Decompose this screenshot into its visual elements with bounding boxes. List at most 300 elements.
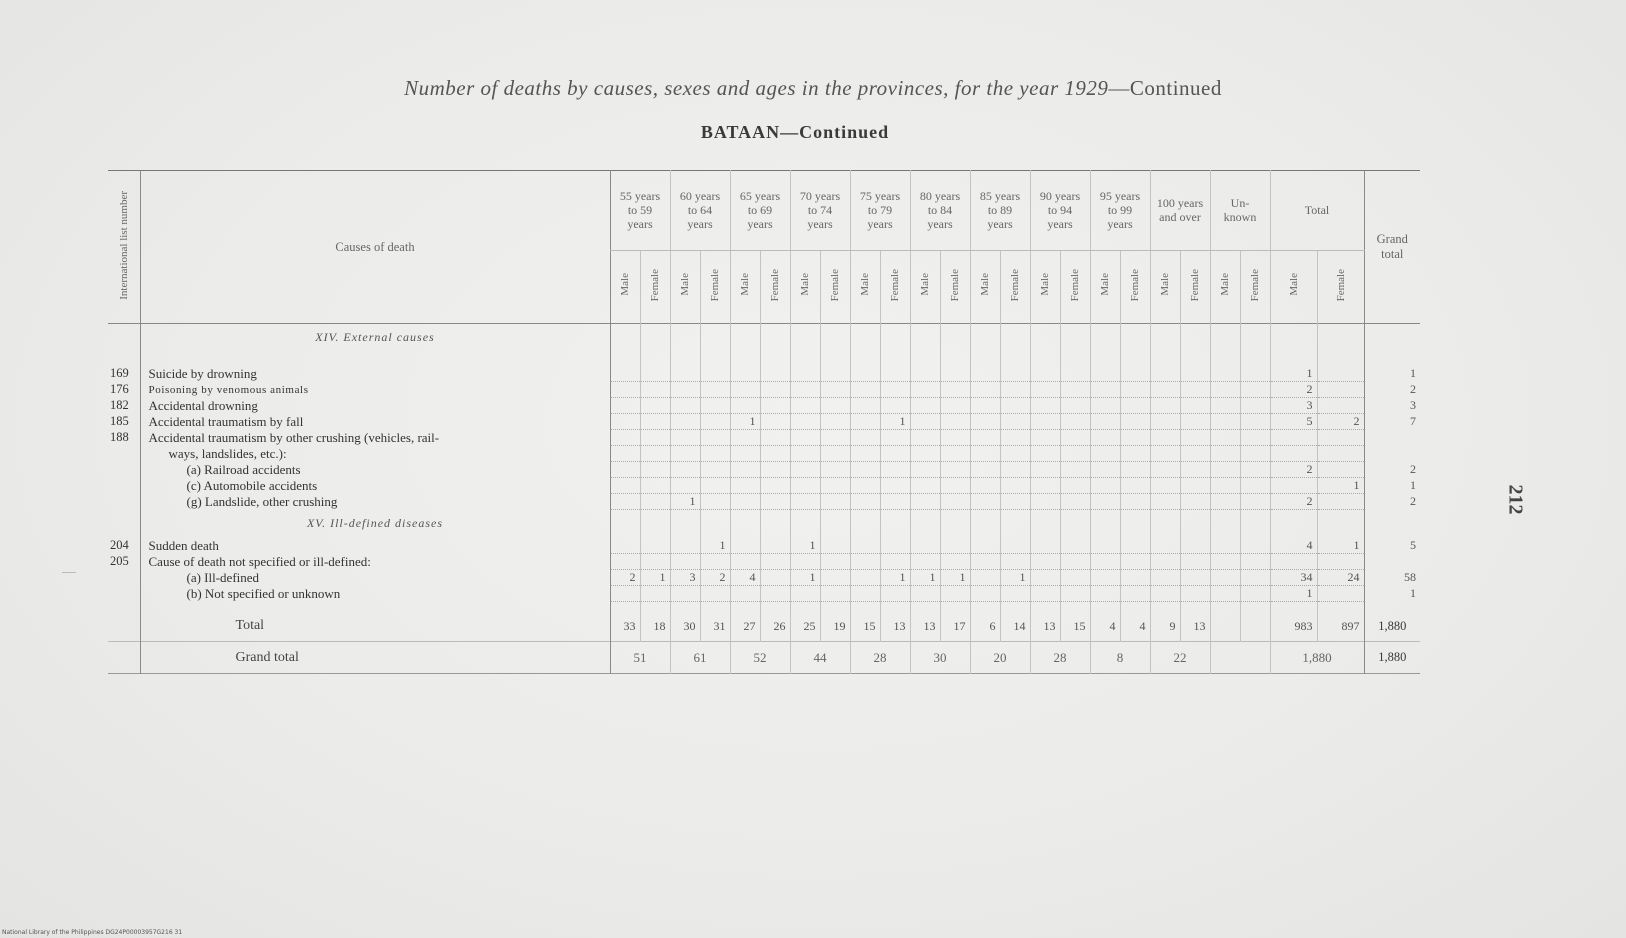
count-cell bbox=[850, 414, 880, 430]
count-cell bbox=[700, 478, 730, 494]
count-cell bbox=[760, 494, 790, 510]
table-row bbox=[108, 382, 1420, 398]
count-cell bbox=[1030, 414, 1060, 430]
count-cell bbox=[850, 494, 880, 510]
count-cell bbox=[610, 366, 640, 382]
count-cell bbox=[1240, 538, 1270, 554]
count-cell bbox=[880, 478, 910, 494]
count-cell bbox=[1210, 398, 1240, 414]
count-cell bbox=[1120, 586, 1150, 602]
count-cell bbox=[1030, 570, 1060, 586]
count-cell bbox=[1240, 366, 1270, 382]
count-cell bbox=[700, 494, 730, 510]
grand-total-cell: 22 bbox=[1150, 642, 1210, 674]
count-cell bbox=[640, 586, 670, 602]
count-cell bbox=[1180, 462, 1210, 478]
count-cell: 1 bbox=[1317, 478, 1364, 494]
count-cell bbox=[940, 478, 970, 494]
count-cell bbox=[760, 570, 790, 586]
count-cell bbox=[670, 430, 700, 446]
count-cell bbox=[760, 554, 790, 570]
archive-footer: National Library of the Philippines DG24P00003957G216 31 bbox=[2, 929, 183, 936]
count-cell bbox=[1180, 414, 1210, 430]
count-cell bbox=[1000, 382, 1030, 398]
count-cell bbox=[1090, 586, 1120, 602]
count-cell bbox=[1120, 446, 1150, 462]
count-cell bbox=[910, 382, 940, 398]
count-cell bbox=[730, 398, 760, 414]
count-cell bbox=[1030, 478, 1060, 494]
count-cell bbox=[730, 366, 760, 382]
count-cell bbox=[940, 586, 970, 602]
grand-total-header: Grand total bbox=[1364, 171, 1420, 324]
total-cell: 19 bbox=[820, 612, 850, 642]
count-cell bbox=[1240, 570, 1270, 586]
count-cell bbox=[1120, 414, 1150, 430]
intl-code: 169 bbox=[110, 366, 129, 380]
cause-header: Causes of death bbox=[140, 171, 610, 324]
count-cell bbox=[850, 366, 880, 382]
count-cell bbox=[940, 398, 970, 414]
count-cell bbox=[700, 462, 730, 478]
count-cell bbox=[760, 462, 790, 478]
grand-total-cell: 1 bbox=[1364, 366, 1420, 382]
count-cell bbox=[1120, 554, 1150, 570]
female-subheader: Female bbox=[700, 250, 730, 323]
count-cell bbox=[790, 430, 820, 446]
grand-total-cell bbox=[1364, 446, 1420, 462]
count-cell bbox=[670, 414, 700, 430]
count-cell bbox=[1000, 414, 1030, 430]
count-cell bbox=[1120, 538, 1150, 554]
count-cell bbox=[760, 430, 790, 446]
cause-label: Accidental drowning bbox=[140, 398, 610, 414]
age-header: 65 years to 69 years bbox=[730, 171, 790, 251]
male-subheader: Male bbox=[670, 250, 700, 323]
count-cell bbox=[1180, 366, 1210, 382]
grand-total-cell: 20 bbox=[970, 642, 1030, 674]
count-cell bbox=[670, 478, 700, 494]
cause-label: (g) Landslide, other crushing bbox=[140, 494, 610, 510]
count-cell bbox=[910, 478, 940, 494]
count-cell bbox=[970, 570, 1000, 586]
total-cell: 13 bbox=[910, 612, 940, 642]
count-cell bbox=[1090, 366, 1120, 382]
count-cell bbox=[1317, 586, 1364, 602]
count-cell bbox=[970, 382, 1000, 398]
count-cell bbox=[850, 398, 880, 414]
count-cell bbox=[970, 462, 1000, 478]
grand-total-cell: 3 bbox=[1364, 398, 1420, 414]
count-cell bbox=[670, 554, 700, 570]
grand-total-cell: 2 bbox=[1364, 382, 1420, 398]
table-row bbox=[108, 570, 1420, 586]
count-cell bbox=[730, 554, 760, 570]
count-cell bbox=[1270, 478, 1317, 494]
count-cell bbox=[1210, 538, 1240, 554]
count-cell bbox=[790, 446, 820, 462]
count-cell bbox=[1090, 398, 1120, 414]
male-subheader: Male bbox=[850, 250, 880, 323]
count-cell bbox=[610, 462, 640, 478]
count-cell bbox=[850, 570, 880, 586]
count-cell bbox=[1090, 382, 1120, 398]
count-cell bbox=[1240, 430, 1270, 446]
count-cell bbox=[1030, 446, 1060, 462]
count-cell bbox=[610, 446, 640, 462]
count-cell: 1 bbox=[880, 414, 910, 430]
age-header: 70 years to 74 years bbox=[790, 171, 850, 251]
grand-total-cell: 1 bbox=[1364, 586, 1420, 602]
cause-label: Poisoning by venomous animals bbox=[140, 382, 610, 398]
count-cell: 2 bbox=[1270, 494, 1317, 510]
count-cell bbox=[670, 398, 700, 414]
count-cell bbox=[820, 446, 850, 462]
total-cell bbox=[1210, 612, 1240, 642]
count-cell bbox=[1210, 414, 1240, 430]
count-cell bbox=[910, 538, 940, 554]
grand-total-cell bbox=[1364, 554, 1420, 570]
count-cell: 2 bbox=[1270, 382, 1317, 398]
intl-code bbox=[108, 494, 140, 510]
count-cell bbox=[610, 398, 640, 414]
count-cell bbox=[820, 586, 850, 602]
count-cell bbox=[1210, 462, 1240, 478]
count-cell bbox=[1210, 586, 1240, 602]
count-cell bbox=[1030, 398, 1060, 414]
count-cell bbox=[610, 414, 640, 430]
count-cell bbox=[1180, 494, 1210, 510]
count-cell bbox=[1317, 366, 1364, 382]
count-cell: 2 bbox=[610, 570, 640, 586]
intl-code bbox=[108, 462, 140, 478]
count-cell bbox=[940, 554, 970, 570]
count-cell bbox=[1180, 478, 1210, 494]
count-cell bbox=[1210, 446, 1240, 462]
title-suffix: —Continued bbox=[1108, 76, 1222, 100]
count-cell bbox=[850, 538, 880, 554]
count-cell: 1 bbox=[1270, 586, 1317, 602]
count-cell bbox=[970, 538, 1000, 554]
count-cell bbox=[1090, 414, 1120, 430]
age-header: 90 years to 94 years bbox=[1030, 171, 1090, 251]
cause-label: Accidental traumatism by fall bbox=[140, 414, 610, 430]
count-cell bbox=[1317, 494, 1364, 510]
count-cell bbox=[730, 586, 760, 602]
total-cell: 4 bbox=[1120, 612, 1150, 642]
count-cell bbox=[880, 430, 910, 446]
grand-total-cell: 51 bbox=[610, 642, 670, 674]
count-cell bbox=[1000, 430, 1030, 446]
count-cell bbox=[1030, 494, 1060, 510]
count-cell bbox=[1240, 398, 1270, 414]
section-ill-defined-label: XV. Ill-defined diseases bbox=[140, 510, 610, 538]
grand-total-cell: 30 bbox=[910, 642, 970, 674]
count-cell bbox=[1180, 382, 1210, 398]
count-cell bbox=[610, 538, 640, 554]
count-cell bbox=[790, 398, 820, 414]
section-ill-defined bbox=[108, 510, 1420, 538]
count-cell: 4 bbox=[730, 570, 760, 586]
count-cell: 2 bbox=[700, 570, 730, 586]
grand-total-cell: 28 bbox=[850, 642, 910, 674]
count-cell bbox=[1120, 494, 1150, 510]
male-subheader: Male bbox=[1210, 250, 1240, 323]
count-cell bbox=[970, 366, 1000, 382]
count-cell bbox=[1120, 462, 1150, 478]
count-cell bbox=[760, 382, 790, 398]
count-cell bbox=[820, 570, 850, 586]
count-cell bbox=[1150, 554, 1180, 570]
count-cell bbox=[820, 366, 850, 382]
count-cell bbox=[1150, 398, 1180, 414]
count-cell: 1 bbox=[790, 538, 820, 554]
count-cell bbox=[1240, 446, 1270, 462]
total-cell: 983 bbox=[1270, 612, 1317, 642]
total-cell: 13 bbox=[1180, 612, 1210, 642]
table-row bbox=[108, 554, 1420, 570]
table-row bbox=[108, 586, 1420, 602]
count-cell bbox=[1150, 494, 1180, 510]
age-header: 95 years to 99 years bbox=[1090, 171, 1150, 251]
total-cell: 27 bbox=[730, 612, 760, 642]
count-cell bbox=[730, 462, 760, 478]
cause-label: (a) Ill-defined bbox=[140, 570, 610, 586]
count-cell bbox=[640, 494, 670, 510]
count-cell bbox=[640, 398, 670, 414]
count-cell bbox=[910, 430, 940, 446]
count-cell bbox=[1180, 398, 1210, 414]
count-cell bbox=[970, 586, 1000, 602]
unknown-header: Un-known bbox=[1210, 171, 1270, 251]
grand-total-cell: 61 bbox=[670, 642, 730, 674]
count-cell bbox=[1150, 414, 1180, 430]
female-subheader: Female bbox=[1120, 250, 1150, 323]
grand-total-cell bbox=[1364, 430, 1420, 446]
count-cell bbox=[610, 554, 640, 570]
count-cell bbox=[1317, 382, 1364, 398]
count-cell bbox=[880, 366, 910, 382]
count-cell bbox=[940, 462, 970, 478]
male-subheader: Male bbox=[910, 250, 940, 323]
count-cell bbox=[640, 478, 670, 494]
count-cell bbox=[1317, 462, 1364, 478]
count-cell bbox=[1150, 538, 1180, 554]
count-cell bbox=[1090, 494, 1120, 510]
intl-code: 182 bbox=[110, 398, 129, 412]
count-cell bbox=[610, 586, 640, 602]
count-cell bbox=[790, 414, 820, 430]
count-cell bbox=[700, 398, 730, 414]
count-cell bbox=[1030, 538, 1060, 554]
total-cell: 13 bbox=[1030, 612, 1060, 642]
male-subheader: Male bbox=[790, 250, 820, 323]
count-cell: 24 bbox=[1317, 570, 1364, 586]
count-cell bbox=[1090, 478, 1120, 494]
count-cell bbox=[1000, 586, 1030, 602]
count-cell bbox=[910, 554, 940, 570]
count-cell bbox=[1120, 382, 1150, 398]
male-subheader: Male bbox=[970, 250, 1000, 323]
count-cell bbox=[1120, 430, 1150, 446]
age-header: 75 years to 79 years bbox=[850, 171, 910, 251]
count-cell bbox=[730, 382, 760, 398]
cause-label: Sudden death bbox=[140, 538, 610, 554]
total-cell: 14 bbox=[1000, 612, 1030, 642]
count-cell bbox=[1000, 446, 1030, 462]
count-cell bbox=[1030, 382, 1060, 398]
table-row bbox=[108, 538, 1420, 554]
count-cell: 1 bbox=[1000, 570, 1030, 586]
count-cell bbox=[730, 430, 760, 446]
count-cell bbox=[940, 494, 970, 510]
count-cell bbox=[700, 430, 730, 446]
total-cell: 25 bbox=[790, 612, 820, 642]
count-cell bbox=[940, 366, 970, 382]
total-cell: 6 bbox=[970, 612, 1000, 642]
count-cell bbox=[970, 430, 1000, 446]
grand-total-label: Grand total bbox=[140, 642, 610, 674]
count-cell bbox=[790, 462, 820, 478]
female-subheader: Female bbox=[1240, 250, 1270, 323]
count-cell: 1 bbox=[730, 414, 760, 430]
count-cell bbox=[640, 430, 670, 446]
cause-label: ways, landslides, etc.): bbox=[140, 446, 610, 462]
count-cell bbox=[1000, 538, 1030, 554]
count-cell bbox=[700, 382, 730, 398]
count-cell bbox=[820, 494, 850, 510]
table-row bbox=[108, 414, 1420, 430]
page-title bbox=[0, 76, 1626, 101]
count-cell bbox=[1030, 586, 1060, 602]
total-cell: 9 bbox=[1150, 612, 1180, 642]
count-cell: 5 bbox=[1270, 414, 1317, 430]
count-cell bbox=[1030, 430, 1060, 446]
count-cell bbox=[1210, 494, 1240, 510]
grand-total-cell: 7 bbox=[1364, 414, 1420, 430]
count-cell: 2 bbox=[1317, 414, 1364, 430]
count-cell: 1 bbox=[670, 494, 700, 510]
count-cell bbox=[760, 538, 790, 554]
count-cell: 1 bbox=[880, 570, 910, 586]
intl-list-header: International list number bbox=[108, 171, 140, 324]
male-subheader: Male bbox=[730, 250, 760, 323]
intl-code bbox=[108, 586, 140, 602]
count-cell bbox=[820, 462, 850, 478]
table-row bbox=[108, 446, 1420, 462]
count-cell bbox=[880, 554, 910, 570]
count-cell bbox=[1060, 430, 1090, 446]
count-cell bbox=[820, 554, 850, 570]
count-cell bbox=[1000, 366, 1030, 382]
count-cell bbox=[1150, 462, 1180, 478]
spacer-row bbox=[108, 352, 1420, 366]
count-cell bbox=[1150, 382, 1180, 398]
count-cell bbox=[760, 398, 790, 414]
intl-code: 185 bbox=[110, 414, 129, 428]
count-cell bbox=[1210, 570, 1240, 586]
count-cell bbox=[850, 554, 880, 570]
count-cell bbox=[610, 430, 640, 446]
count-cell bbox=[670, 366, 700, 382]
count-cell bbox=[1060, 538, 1090, 554]
male-subheader: Male bbox=[1270, 250, 1317, 323]
table-body bbox=[108, 324, 1420, 674]
cause-label: Cause of death not specified or ill-defined: bbox=[140, 554, 610, 570]
count-cell bbox=[1317, 446, 1364, 462]
grand-total-cell: 58 bbox=[1364, 570, 1420, 586]
total-cell: 13 bbox=[880, 612, 910, 642]
count-cell bbox=[880, 382, 910, 398]
female-subheader: Female bbox=[1317, 250, 1364, 323]
count-cell bbox=[1180, 430, 1210, 446]
count-cell bbox=[1120, 478, 1150, 494]
grand-total-cell: 2 bbox=[1364, 494, 1420, 510]
count-cell bbox=[1060, 382, 1090, 398]
grand-total-cell: 44 bbox=[790, 642, 850, 674]
count-cell bbox=[1240, 586, 1270, 602]
count-cell bbox=[670, 446, 700, 462]
count-cell bbox=[700, 554, 730, 570]
intl-code: 205 bbox=[110, 554, 129, 568]
count-cell bbox=[1120, 570, 1150, 586]
count-cell bbox=[670, 382, 700, 398]
count-cell bbox=[1210, 478, 1240, 494]
count-cell bbox=[940, 414, 970, 430]
count-cell bbox=[850, 586, 880, 602]
mortality-table bbox=[108, 170, 1420, 674]
count-cell bbox=[970, 494, 1000, 510]
table-row bbox=[108, 462, 1420, 478]
count-cell bbox=[730, 538, 760, 554]
count-cell bbox=[820, 414, 850, 430]
age-header: 100 years and over bbox=[1150, 171, 1210, 251]
count-cell bbox=[1317, 430, 1364, 446]
total-cell: 18 bbox=[640, 612, 670, 642]
count-cell bbox=[850, 430, 880, 446]
count-cell bbox=[730, 478, 760, 494]
count-cell: 1 bbox=[1270, 366, 1317, 382]
count-cell bbox=[1030, 462, 1060, 478]
cause-label: (b) Not specified or unknown bbox=[140, 586, 610, 602]
count-cell bbox=[850, 446, 880, 462]
count-cell bbox=[1210, 366, 1240, 382]
count-cell bbox=[940, 446, 970, 462]
count-cell bbox=[1180, 554, 1210, 570]
count-cell: 1 bbox=[790, 570, 820, 586]
count-cell bbox=[1240, 414, 1270, 430]
count-cell bbox=[700, 414, 730, 430]
count-cell bbox=[1210, 382, 1240, 398]
count-cell bbox=[1000, 478, 1030, 494]
count-cell bbox=[1120, 366, 1150, 382]
section-external-causes bbox=[108, 324, 1420, 352]
count-cell bbox=[1240, 382, 1270, 398]
count-cell bbox=[1060, 366, 1090, 382]
total-grand-cell: 1,880 bbox=[1364, 612, 1420, 642]
age-header: 55 years to 59 years bbox=[610, 171, 670, 251]
count-cell bbox=[940, 382, 970, 398]
count-cell bbox=[970, 398, 1000, 414]
count-cell bbox=[1150, 478, 1180, 494]
intl-code: 176 bbox=[110, 382, 129, 396]
count-cell bbox=[1060, 570, 1090, 586]
female-subheader: Female bbox=[1060, 250, 1090, 323]
intl-code: 188 bbox=[110, 430, 129, 444]
margin-mark bbox=[62, 572, 76, 573]
count-cell bbox=[820, 430, 850, 446]
count-cell bbox=[1090, 570, 1120, 586]
